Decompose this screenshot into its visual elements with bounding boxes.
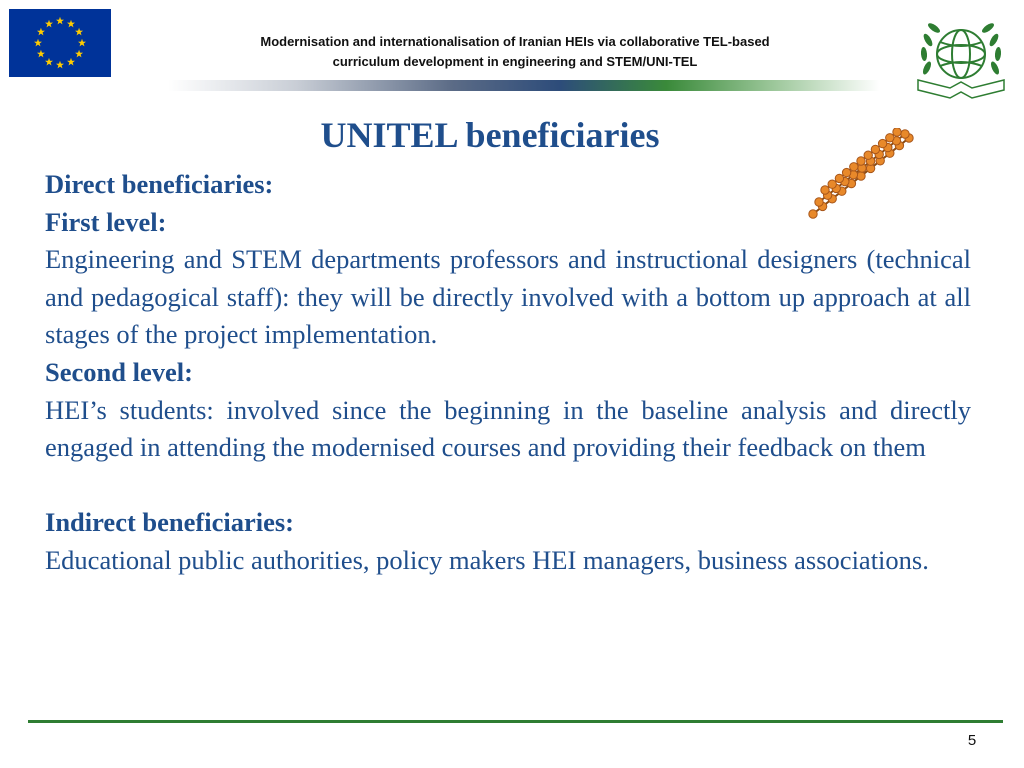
molecule-ball-icon [901,130,909,138]
indirect-beneficiaries-heading: Indirect beneficiaries: [45,507,294,538]
indirect-beneficiaries-text: Educational public authorities, policy makers HEI managers, business associations. [45,544,929,575]
second-level-text: HEI’s students: involved since the beginning in the baseline analysis and directly engaged in attending the modernised courses and providing their feedback on them [45,394,971,463]
first-level-text: Engineering and STEM departments professors and instructional designers (technical and pedagogical staff): they will be directly involved with a bottom up approach at all stages of the project implementation. [45,244,971,350]
header-line-1: Modernisation and internationalisation of Iranian HEIs via collaborative TEL-based [260,34,770,49]
header-line-2: curriculum development in engineering and STEM/UNI-TEL [332,54,698,69]
page-number: 5 [967,732,977,749]
university-seal-icon [910,10,1012,102]
slide-title: UNITEL beneficiaries [320,115,660,155]
footer-line [28,720,1003,723]
header-divider-bar [168,80,880,91]
header-text [150,32,880,72]
direct-beneficiaries-heading: Direct beneficiaries: [45,169,274,199]
molecule-ball-icon [871,145,879,153]
molecule-ball-icon [886,134,894,142]
molecule-ball-icon [857,157,865,165]
first-level-heading: First level: [45,206,167,237]
molecule-ball-icon [878,139,886,147]
eu-flag-icon [9,9,111,77]
second-level-heading: Second level: [45,356,193,387]
spacer [45,467,971,505]
molecule-ball-icon [893,128,901,136]
slide-content [45,166,971,580]
molecule-ball-icon [864,151,872,159]
